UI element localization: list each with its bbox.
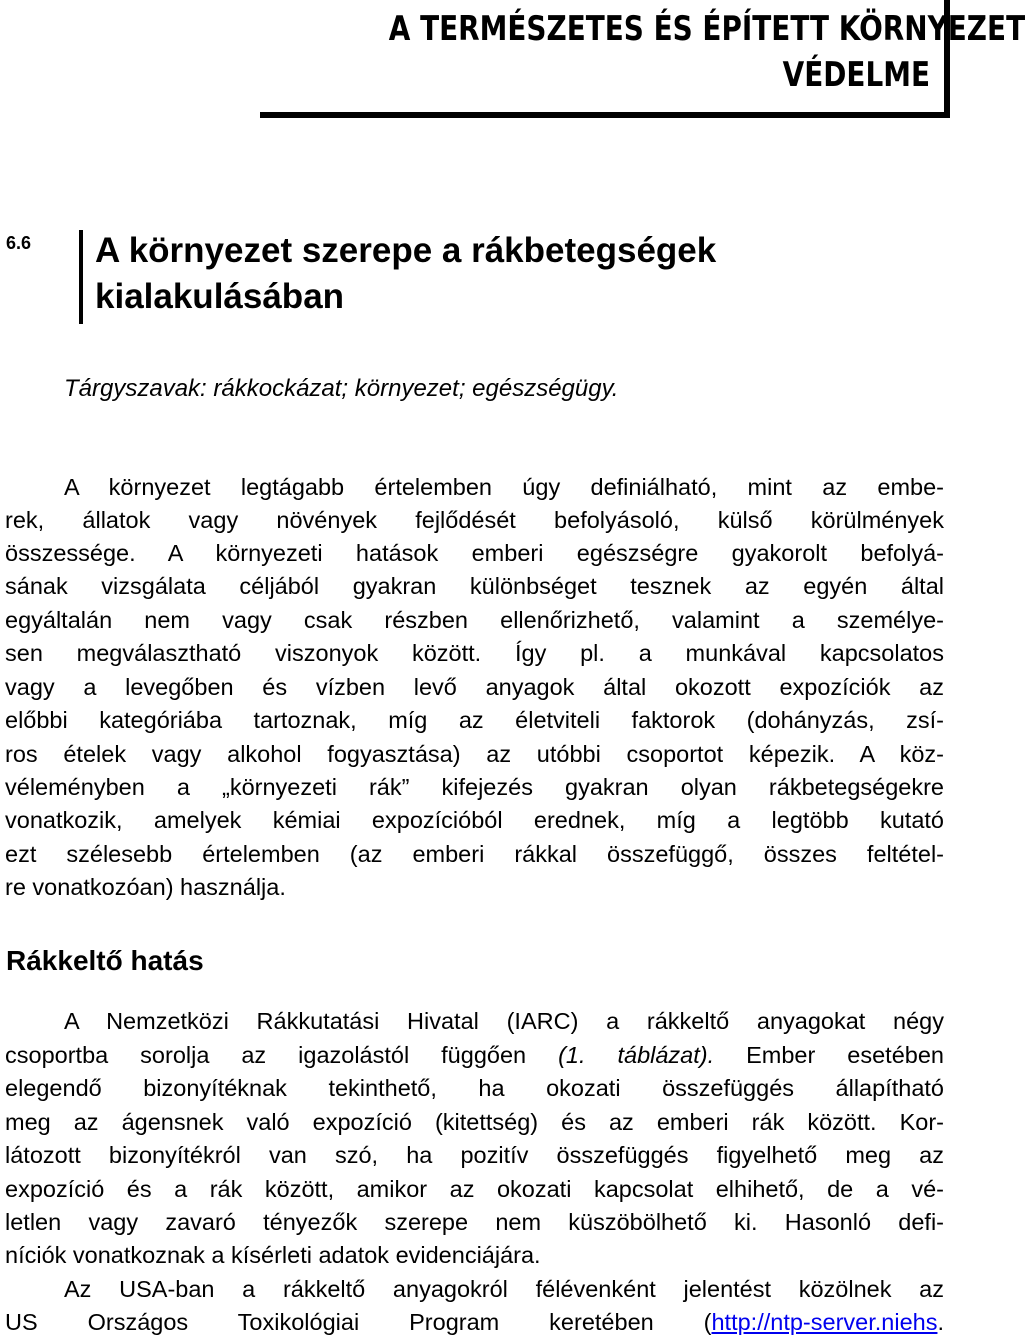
- paragraph2-line: A Nemzetközi Rákkutatási Hivatal (IARC) a rákkeltő anyagokat négy: [64, 1008, 944, 1034]
- paragraph1-line: összessége. A környezeti hatások emberi egészségre gyakorolt befolyá-: [5, 540, 944, 566]
- paragraph1-line: rek, állatok vagy növények fejlődését befolyásoló, külső körülmények: [5, 507, 944, 533]
- paragraph2-text: csoportba sorolja az igazolástól függően: [5, 1042, 559, 1068]
- paragraph1-line: ros ételek vagy alkohol fogyasztása) az utóbbi csoportot képezik. A köz-: [5, 741, 944, 767]
- paragraph3-text: .: [937, 1309, 944, 1335]
- section-number: 6.6: [6, 233, 32, 253]
- paragraph2-line: [5, 1039, 944, 1072]
- paragraph1-line: vagy a levegőben és vízben levő anyagok által okozott expozíciók az: [5, 674, 944, 700]
- header-title-line2: VÉDELME: [782, 55, 930, 95]
- paragraph2-line: elegendő bizonyítéknak tekinthető, ha okozati összefüggés állapítható: [5, 1075, 944, 1101]
- keywords: Tárgyszavak: rákkockázat; környezet; egészségügy.: [64, 375, 619, 402]
- section-divider: [79, 230, 83, 324]
- paragraph1-line: vonatkozik, amelyek kémiai expozícióból erednek, míg a legtöbb kutató: [5, 807, 944, 833]
- ntp-link[interactable]: http://ntp-server.niehs: [711, 1309, 938, 1335]
- paragraph2-line: letlen vagy zavaró tényezők szerepe nem küszöbölhető ki. Hasonló defi-: [5, 1209, 944, 1235]
- paragraph1-line: sának vizsgálata céljából gyakran különbséget tesznek az egyén által: [5, 573, 944, 599]
- paragraph1-line: egyáltalán nem vagy csak részben ellenőrizhető, valamint a személye-: [5, 607, 944, 633]
- page-header: [260, 0, 1025, 118]
- paragraph1-line: előbbi kategóriába tartoznak, míg az életviteli faktorok (dohányzás, zsí-: [5, 707, 944, 733]
- paragraph1-line: re vonatkozóan) használja.: [5, 874, 286, 900]
- paragraph3-line: [5, 1306, 944, 1339]
- paragraph1-line: A környezet legtágabb értelemben úgy definiálható, mint az embe-: [64, 474, 944, 500]
- paragraph3-line: Az USA-ban a rákkeltő anyagokról félévenként jelentést közölnek az: [64, 1276, 944, 1302]
- paragraph2-text: Ember esetében: [714, 1042, 944, 1068]
- paragraph3-text: US Országos Toxikológiai Program keretében (: [5, 1309, 712, 1335]
- header-title: [388, 6, 1025, 98]
- section-title: [95, 228, 945, 320]
- section-title-line2: kialakulásában: [95, 277, 345, 316]
- paragraph1-line: véleményben a „környezeti rák” kifejezés gyakran olyan rákbetegségekre: [5, 774, 944, 800]
- section-title-line1: A környezet szerepe a rákbetegségek: [95, 231, 717, 270]
- paragraph2-line: expozíció és a rák között, amikor az okozati kapcsolat elhihető, de a vé-: [5, 1176, 944, 1202]
- paragraph2-line: meg az ágensnek való expozíció (kitettség) és az emberi rák között. Kor-: [5, 1109, 944, 1135]
- table-reference: (1. táblázat).: [558, 1042, 715, 1068]
- subheading: Rákkeltő hatás: [6, 945, 204, 976]
- header-title-line1: A TERMÉSZETES ÉS ÉPÍTETT KÖRNYEZET: [388, 9, 1025, 49]
- paragraph1-line: ezt szélesebb értelemben (az emberi rákkal összefüggő, összes feltétel-: [5, 841, 944, 867]
- paragraph1-line: sen megválasztható viszonyok között. Így pl. a munkával kapcsolatos: [5, 640, 944, 666]
- paragraph2-line: níciók vonatkoznak a kísérleti adatok evidenciájára.: [5, 1242, 541, 1268]
- paragraph2-line: látozott bizonyítékról van szó, ha pozitív összefüggés figyelhető meg az: [5, 1142, 944, 1168]
